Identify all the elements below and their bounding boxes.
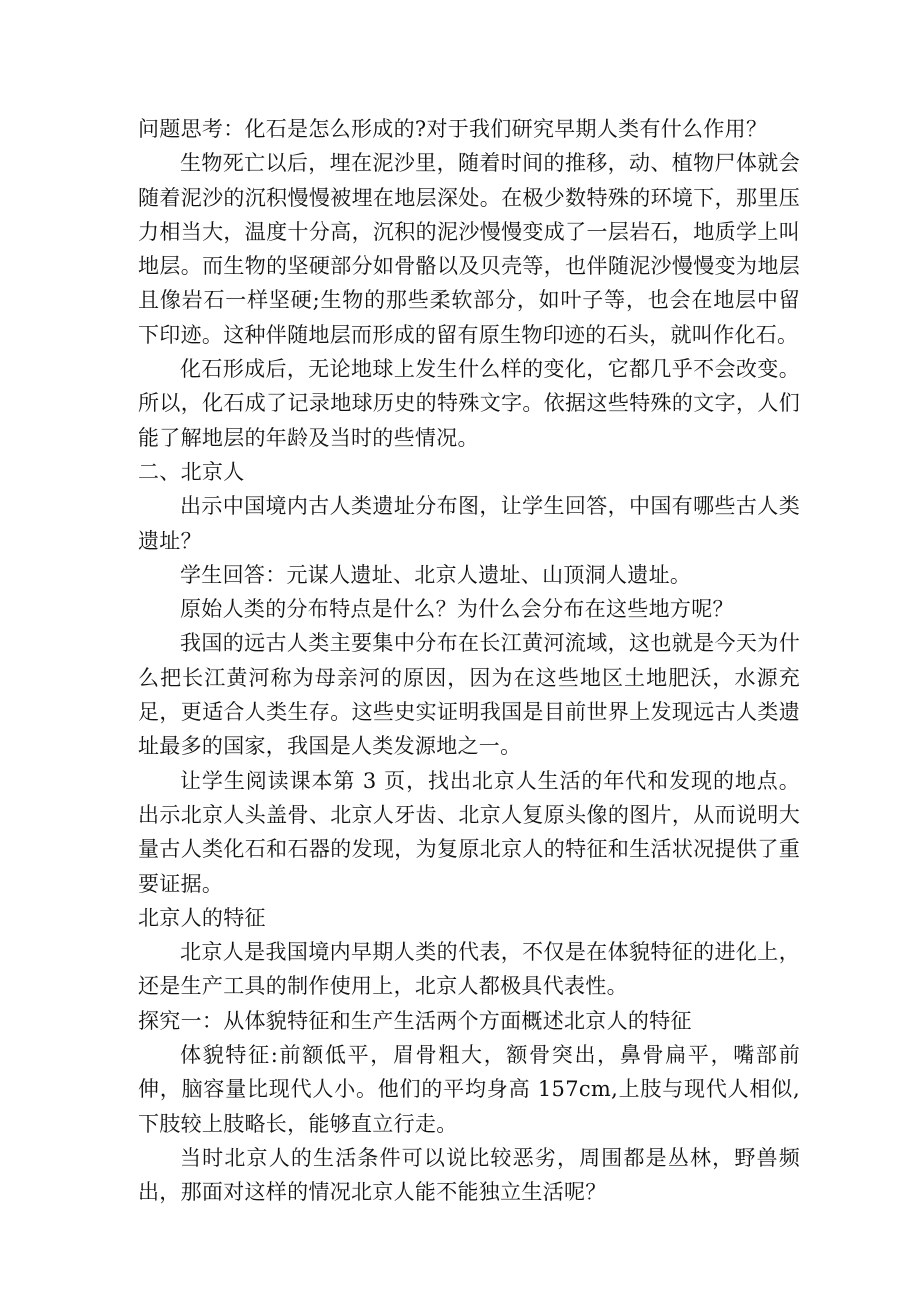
subsection-heading: 北京人的特征 (138, 905, 266, 930)
question-paragraph: 问题思考：化石是怎么形成的?对于我们研究早期人类有什么作用？ (138, 117, 768, 141)
body-paragraph: 生物死亡以后，埋在泥沙里，随着时间的推移，动、植物尸体就会随着泥沙的沉积慢慢被埋在地层深处。在极少数特殊的环境下，那里压力相当大，温度十分高，沉积的泥沙慢慢变成了一层岩石，地质学上叫地层。而生物的坚硬部分如骨骼以及贝壳等，也伴随泥沙慢慢变为地层且像岩石一样坚硬;生物的那些柔软部分，如叶子等，也会在地层中留下印迹。这种伴随地层而形成的留有原生物印迹的石头，就叫作化石。 (138, 151, 800, 347)
body-paragraph: 北京人是我国境内早期人类的代表，不仅是在体貌特征的进化上，还是生产工具的制作使用上，北京人都极具代表性。 (138, 940, 800, 999)
body-paragraph: 化石形成后，无论地球上发生什么样的变化，它都几乎不会改变。所以，化石成了记录地球历史的特殊文字。依据这些特殊的文字，人们能了解地层的年龄及当时的些情况。 (138, 357, 800, 450)
body-paragraph: 出示中国境内古人类遗址分布图，让学生回答，中国有哪些古人类遗址？ (138, 494, 800, 553)
document-body (138, 112, 800, 1210)
inquiry-heading: 探究一：从体貌特征和生产生活两个方面概述北京人的特征 (138, 1008, 692, 1033)
body-paragraph: 学生回答：元谋人遗址、北京人遗址、山顶洞人遗址。 (180, 562, 692, 587)
body-paragraph: 让学生阅读课本第 3 页，找出北京人生活的年代和发现的地点。出示北京人头盖骨、北京人牙齿、北京人复原头像的图片，从而说明大量古人类化石和石器的发现，为复原北京人的特征和生活状况提供了重要证据。 (138, 768, 800, 896)
body-paragraph: 原始人类的分布特点是什么？为什么会分布在这些地方呢？ (180, 597, 734, 622)
body-paragraph: 当时北京人的生活条件可以说比较恶劣，周围都是丛林，野兽频出，那面对这样的情况北京人能不能独立生活呢？ (138, 1145, 800, 1205)
body-paragraph: 我国的远古人类主要集中分布在长江黄河流域，这也就是今天为什么把长江黄河称为母亲河的原因，因为在这些地区土地肥沃，水源充足，更适合人类生存。这些史实证明我国是目前世界上发现远古人类遗址最多的国家，我国是人类发源地之一。 (138, 631, 800, 759)
body-paragraph: 体貌特征:前额低平，眉骨粗大，额骨突出，鼻骨扁平，嘴部前伸，脑容量比现代人小。他们的平均身高 157cm,上肢与现代人相似,下肢较上肢略长，能够直立行走。 (138, 1043, 800, 1136)
section-heading: 二、北京人 (138, 459, 245, 484)
